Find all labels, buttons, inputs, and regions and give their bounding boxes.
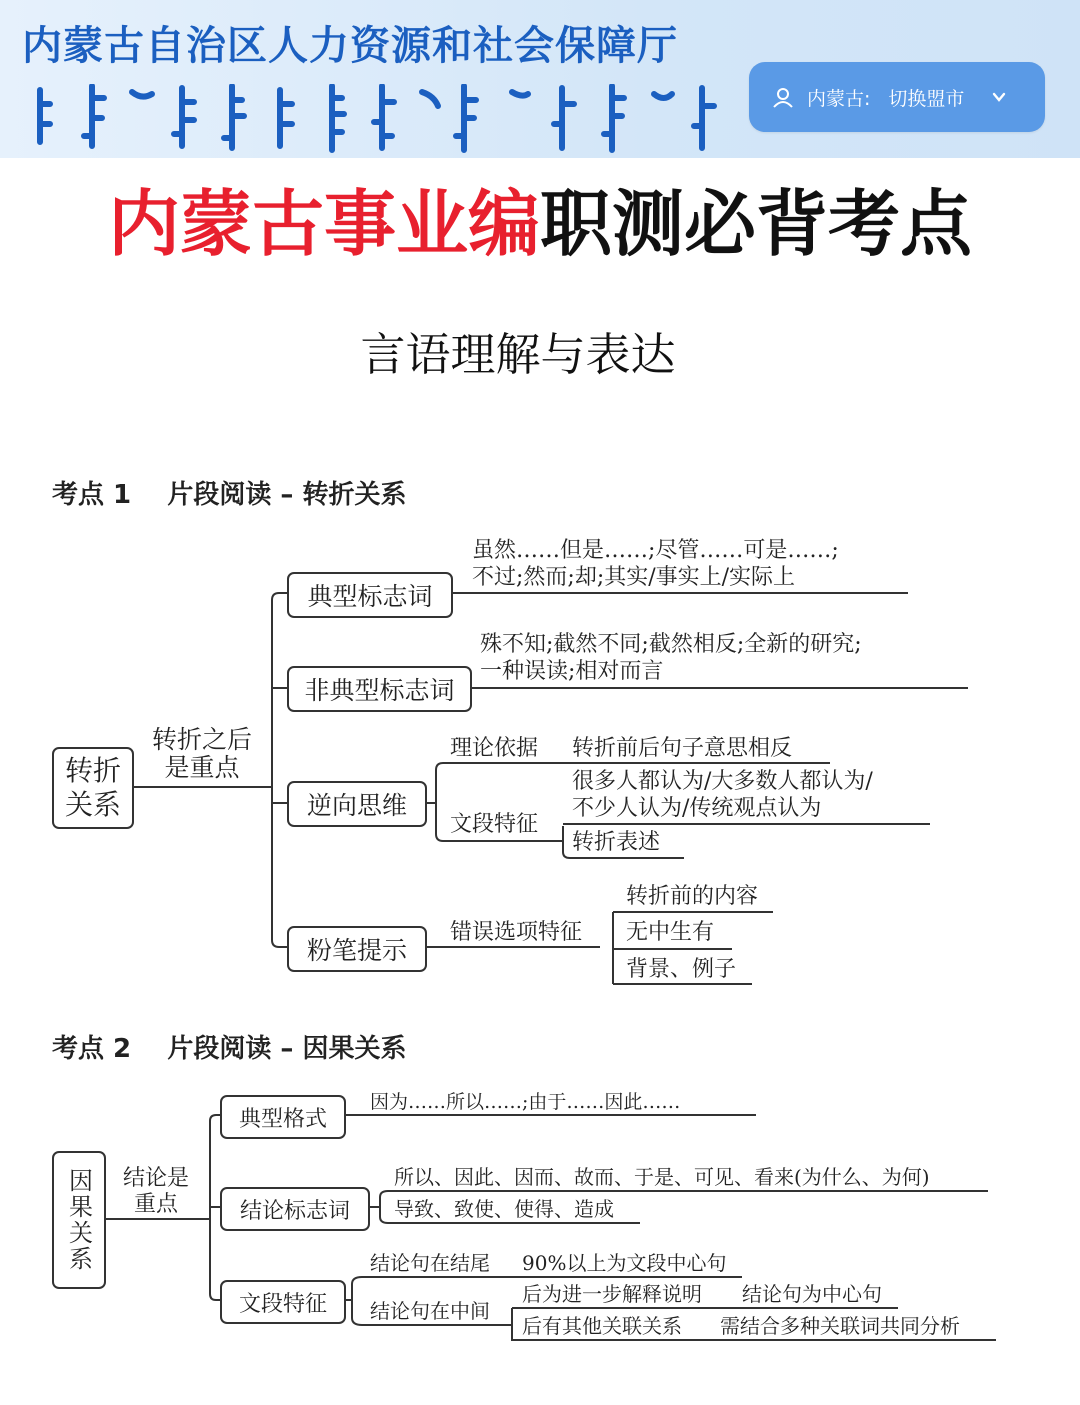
- switch-label: 切换盟市: [888, 87, 965, 110]
- page-subtitle: 言语理解与表达: [360, 328, 676, 381]
- typical-markers-line1: 虽然……但是……;尽管……可是……;: [472, 538, 839, 563]
- conclusion-in-middle-label: 结论句在中间: [370, 1299, 490, 1323]
- region-label: 内蒙古:: [807, 87, 871, 110]
- conclusion-at-end-label: 结论句在结尾: [370, 1251, 490, 1275]
- node-atypical-markers: 非典型标志词: [287, 666, 472, 712]
- node-typical-format: 典型格式: [220, 1095, 346, 1139]
- passage-feature-line1: 很多人都认为/大多数人都认为/: [572, 769, 873, 794]
- section1-root-node: 转折 关系: [52, 747, 134, 829]
- wrong-option-label: 错误选项特征: [450, 920, 583, 945]
- passage-feature-label: 文段特征: [450, 812, 539, 837]
- wrong-option-item: 背景、例子: [626, 957, 737, 982]
- section2-heading: 考点 2 片段阅读 – 因果关系: [52, 1034, 407, 1064]
- section2-root-note: 结论是 重点: [122, 1166, 189, 1217]
- node-fenbi-tip: 粉笔提示: [287, 926, 427, 972]
- middle-item-a: 后为进一步解释说明: [522, 1282, 702, 1306]
- node-reverse-thinking: 逆向思维: [287, 781, 427, 827]
- conclusion-markers-line1: 所以、因此、因而、故而、于是、可见、看来(为什么、为何): [394, 1165, 930, 1189]
- node-conclusion-markers: 结论标志词: [220, 1187, 370, 1231]
- typical-format-value: 因为……所以……;由于……因此……: [370, 1091, 681, 1113]
- typical-markers-line2: 不过;然而;却;其实/事实上/实际上: [472, 565, 796, 590]
- atypical-markers-line2: 一种误读;相对而言: [480, 659, 664, 684]
- page-title-red: 内蒙古事业编: [107, 182, 540, 266]
- theory-basis-value: 转折前后句子意思相反: [572, 736, 793, 761]
- wrong-option-item: 转折前的内容: [626, 884, 759, 909]
- node-typical-markers: 典型标志词: [287, 572, 453, 618]
- middle-item-b: 需结合多种关联词共同分析: [720, 1314, 960, 1338]
- page-title-black: 职测必背考点: [540, 182, 973, 266]
- passage-feature-line2: 不少人认为/传统观点认为: [572, 796, 822, 821]
- site-title: 内蒙古自治区人力资源和社会保障厅: [22, 23, 678, 69]
- wrong-option-item: 无中生有: [626, 920, 715, 945]
- middle-item-a: 后有其他关联关系: [522, 1314, 682, 1338]
- section1-root-note: 转折之后 是重点: [151, 725, 252, 782]
- node-passage-feature: 文段特征: [220, 1280, 346, 1324]
- theory-basis-label: 理论依据: [450, 736, 539, 761]
- passage-feature-value: 转折表述: [572, 830, 661, 855]
- atypical-markers-line1: 殊不知;截然不同;截然相反;全新的研究;: [480, 632, 862, 657]
- conclusion-at-end-value: 90%以上为文段中心句: [522, 1251, 727, 1275]
- section2-root-node: 因果关系: [52, 1151, 106, 1289]
- section1-heading: 考点 1 片段阅读 – 转折关系: [52, 480, 407, 510]
- conclusion-markers-line2: 导致、致使、使得、造成: [394, 1197, 614, 1221]
- middle-item-b: 结论句为中心句: [742, 1282, 882, 1306]
